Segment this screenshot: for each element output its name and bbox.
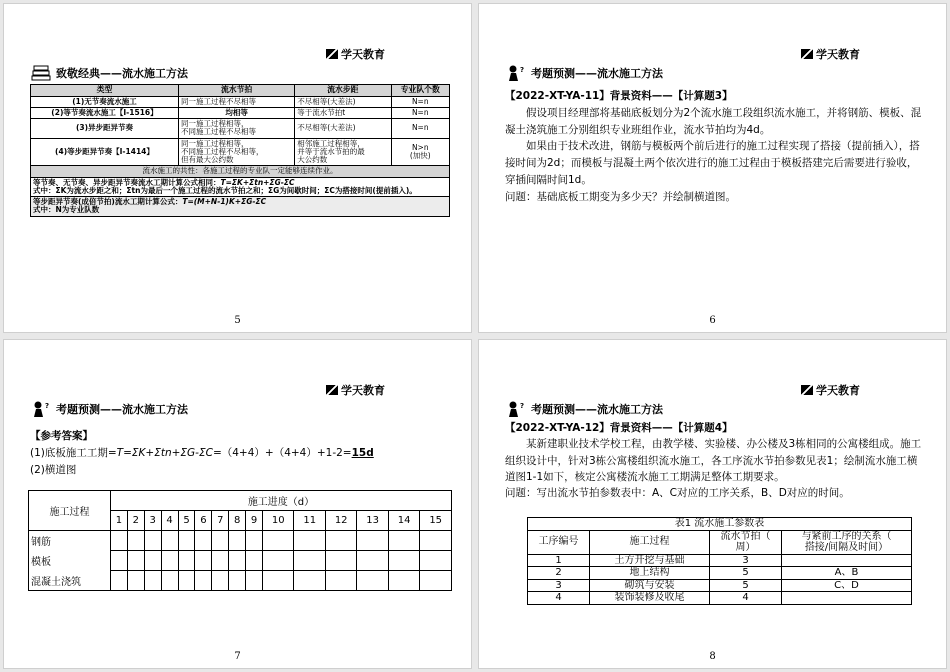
day-cell: 1 bbox=[111, 511, 128, 531]
logo: 学天教育 bbox=[801, 382, 860, 398]
question-body: 【2022-XT-YA-12】背景资料——【计算题4】 某新建职业技术学校工程，由教学楼、实验楼、办公楼及3栋相同的公寓楼组成。施工组织设计中，针对3栋公寓楼组织流水施工，各工序流水节拍参数见表1；绘制流水施工横道图1-1如下，核定公寓楼流水施工工期满足整体工期要求。 问题：写出流水节拍参数表中：A、C对应的工序关系，B、D对应的时间。 bbox=[505, 422, 922, 500]
page-number: 8 bbox=[709, 651, 716, 662]
logo-icon bbox=[326, 385, 338, 395]
gantt-table bbox=[28, 490, 452, 591]
page-number: 6 bbox=[709, 315, 716, 326]
day-cell: 13 bbox=[357, 511, 388, 531]
common-note: 流水施工的共性：各施工过程的专业队一定能够连续作业。 bbox=[31, 166, 450, 177]
slide-title: 致敬经典——流水施工方法 bbox=[30, 64, 188, 82]
logo-icon bbox=[326, 49, 338, 59]
day-cell: 2 bbox=[127, 511, 144, 531]
table-row: (3)异步距异节奏 同一施工过程相等， 不同施工过程不尽相等 不尽相等(大差法) N=n bbox=[31, 119, 450, 139]
logo-icon bbox=[801, 385, 813, 395]
day-cell: 7 bbox=[212, 511, 229, 531]
table-row: 2 地上结构 5 A、B bbox=[528, 567, 912, 580]
table-header: 专业队个数 bbox=[391, 85, 449, 97]
table-row: 1 土方开挖与基础 3 bbox=[528, 554, 912, 567]
books-icon bbox=[30, 64, 52, 82]
day-cell: 4 bbox=[161, 511, 178, 531]
slide-page-5 bbox=[3, 3, 472, 333]
day-cell: 12 bbox=[325, 511, 356, 531]
day-cell: 8 bbox=[229, 511, 246, 531]
formula-2-note: 等步距异节奏(成倍节拍)流水工期计算公式：T=(M+N-1)K+ΣG-ΣC 式中：N为专业队数 bbox=[31, 197, 450, 217]
slide-page-6 bbox=[478, 3, 947, 333]
table-row: (4)等步距异节奏【Ⅰ-1414】 同一施工过程相等， 不同施工过程不尽相等， 但有最大公约数 相邻施工过程相等， 并等于流水节拍的最 大公约数 N>n (加快) bbox=[31, 138, 450, 166]
day-cell: 9 bbox=[246, 511, 263, 531]
day-cell: 5 bbox=[178, 511, 195, 531]
day-cell: 6 bbox=[195, 511, 212, 531]
logo-icon bbox=[801, 49, 813, 59]
question-body: 【2022-XT-YA-11】背景资料——【计算题3】 假设项目经理部将基础底板划分为2个流水施工段组织流水施工，并将钢筋、模板、混凝土浇筑施工分别组织专业班组作业，流水节拍均为4d。 如果由于技术改进，钢筋与模板两个前后进行的施工过程实现了搭接（提前插入），搭接时间为2d；而模板与混凝土两个依次进行的施工过程由于模板搭建完后需要进行验收，穿插间隔时间1d。 问题：基础底板工期变为多少天？并绘制横道图。 bbox=[505, 90, 922, 203]
slide-title: ? 考题预测——流水施工方法 bbox=[505, 64, 663, 82]
thinker-icon bbox=[30, 400, 52, 418]
table-row: 钢筋 bbox=[29, 531, 452, 551]
table-row: (1)无节奏流水施工 同一施工过程不尽相等 不尽相等(大差法) N=n bbox=[31, 96, 450, 107]
table-header: 类型 bbox=[31, 85, 179, 97]
flow-method-table bbox=[30, 84, 450, 217]
table-row: 3 砌筑与安装 5 C、D bbox=[528, 579, 912, 592]
logo: 学天教育 bbox=[326, 382, 385, 398]
svg-text:?: ? bbox=[520, 402, 525, 410]
table-row: (2)等节奏流水施工【Ⅰ-1516】 均相等 等于流水节拍t N=n bbox=[31, 107, 450, 118]
slide-page-7 bbox=[3, 339, 472, 669]
logo: 学天教育 bbox=[801, 46, 860, 62]
params-table: 表1 流水施工参数表 工序编号 施工过程 流水节拍（ 周） 与紧前工序的关系（ 搭接/间隔及时间） 1 土方开挖与基础 3 2 地上结构 5 A、B 3 砌筑与安装 5 C、D 4 装饰装修及收尾 4 bbox=[527, 517, 912, 605]
slide-title: ? 考题预测——流水施工方法 bbox=[30, 400, 188, 418]
formula-1-note: 等节奏、无节奏、异步距异节奏流水工期计算公式相同：T=ΣK+Σtn+ΣG-ΣC 式中：ΣK为流水步距之和；Σtn为最后一个施工过程的流水节拍之和；ΣG为间歇时间；ΣC为搭接时间(提前插入)。 bbox=[31, 177, 450, 197]
logo: 学天教育 bbox=[326, 46, 385, 62]
progress-header: 施工进度（d） bbox=[111, 491, 452, 511]
table-row: 4 装饰装修及收尾 4 bbox=[528, 592, 912, 605]
page-number: 5 bbox=[234, 315, 241, 326]
svg-text:?: ? bbox=[45, 402, 50, 410]
slide-title: ? 考题预测——流水施工方法 bbox=[505, 400, 663, 418]
table-header: 流水节拍 bbox=[178, 85, 294, 97]
answer-body: 【参考答案】 (1)底板施工工期=T=ΣK+Σtn+ΣG-ΣC=（4+4）+（4+4）+1-2=15d (2)横道图 bbox=[30, 430, 374, 476]
day-cell: 14 bbox=[388, 511, 419, 531]
slide-page-8 bbox=[478, 339, 947, 669]
svg-text:?: ? bbox=[520, 66, 525, 74]
day-cell: 3 bbox=[144, 511, 161, 531]
day-cell: 10 bbox=[263, 511, 294, 531]
table-row: 模板 bbox=[29, 551, 452, 571]
day-cell: 15 bbox=[420, 511, 452, 531]
process-header: 施工过程 bbox=[29, 491, 111, 531]
page-number: 7 bbox=[234, 651, 241, 662]
table-title: 表1 流水施工参数表 bbox=[528, 518, 912, 531]
thinker-icon bbox=[505, 64, 527, 82]
day-cell: 11 bbox=[294, 511, 325, 531]
thinker-icon bbox=[505, 400, 527, 418]
table-row: 混凝土浇筑 bbox=[29, 571, 452, 591]
table-header: 流水步距 bbox=[295, 85, 391, 97]
